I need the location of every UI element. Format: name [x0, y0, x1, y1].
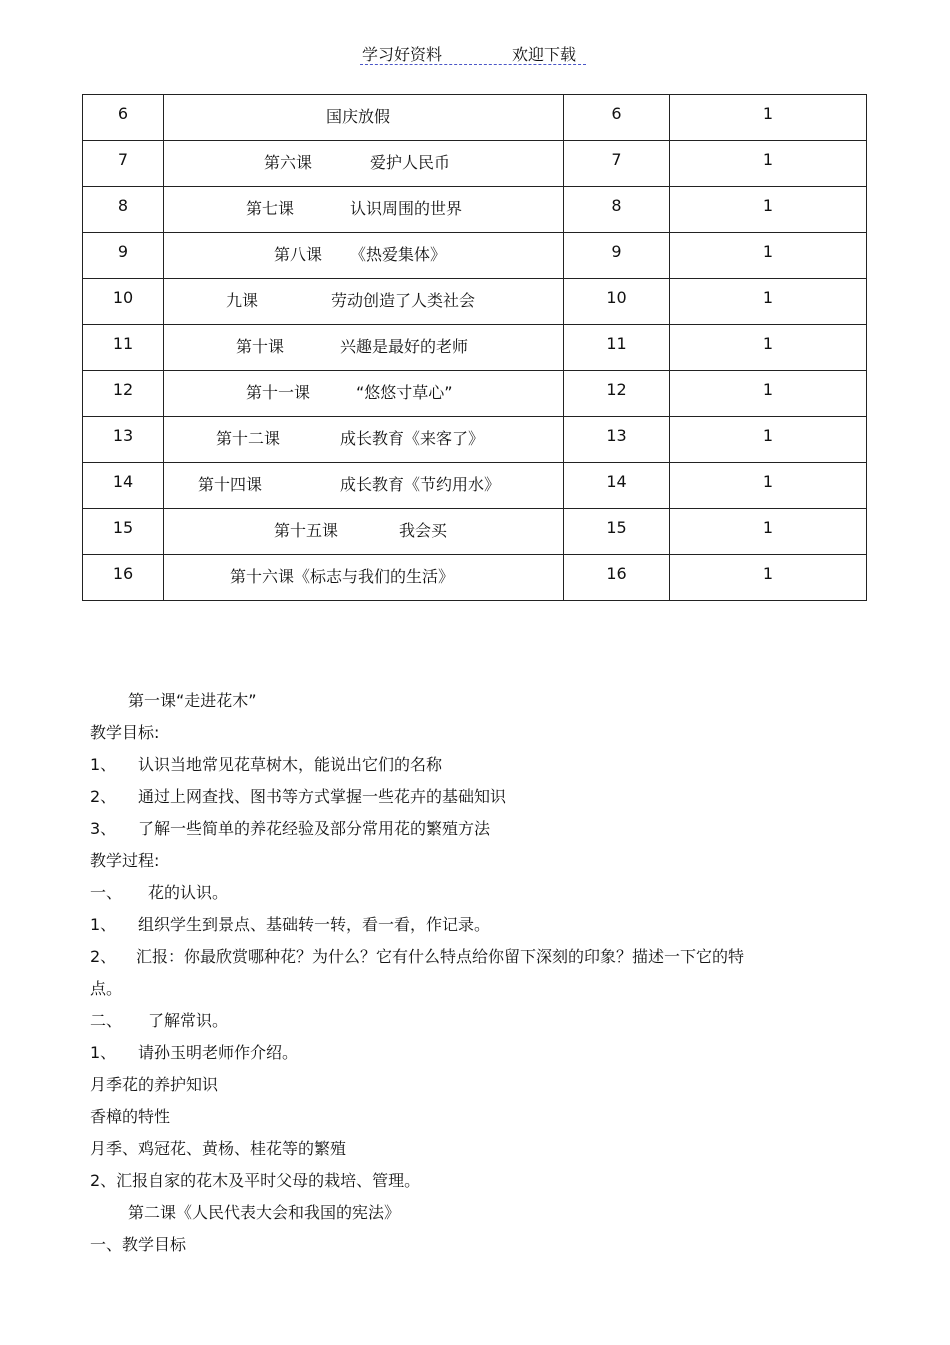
week-cell: 8: [564, 187, 670, 233]
lesson-number-text: 第六课: [264, 153, 313, 172]
lesson-number-text: 第十六课《标志与我们的生活》: [230, 567, 455, 586]
week-cell: 13: [564, 417, 670, 463]
lesson-title-text: 兴趣是最好的老师: [340, 337, 469, 356]
section-number: 二、: [90, 1011, 123, 1030]
goal-item: [90, 816, 490, 839]
section-number: 一、: [90, 883, 123, 902]
row-number-cell: 12: [83, 371, 164, 417]
row-number-cell: 7: [83, 141, 164, 187]
body-line: 月季花的养护知识: [90, 1075, 219, 1094]
lesson-number-text: 第十五课: [274, 521, 339, 540]
hours-cell: 1: [670, 141, 867, 187]
body-line: 一、教学目标: [90, 1235, 187, 1254]
week-cell: 15: [564, 509, 670, 555]
table-row: [83, 279, 867, 325]
section-text: 了解常识。: [148, 1011, 229, 1030]
item-number: 1、: [90, 915, 117, 934]
lesson-title-text: 认识周围的世界: [350, 199, 463, 218]
process-item: [90, 912, 490, 935]
process-item: [90, 944, 744, 967]
week-cell: 6: [564, 95, 670, 141]
lesson-cell: [164, 141, 564, 187]
lesson-cell: [164, 233, 564, 279]
lesson-number-text: 国庆放假: [326, 107, 391, 126]
lesson-number-text: 第十四课: [198, 475, 263, 494]
table-row: [83, 509, 867, 555]
table-row: [83, 141, 867, 187]
section-heading: [90, 1008, 228, 1031]
row-number-cell: 15: [83, 509, 164, 555]
week-cell: 11: [564, 325, 670, 371]
lesson-cell: [164, 279, 564, 325]
goals-heading: 教学目标:: [90, 723, 160, 742]
lesson-number-text: 九课: [226, 291, 259, 310]
goal-text: 认识当地常见花草树木，能说出它们的名称: [138, 755, 443, 774]
goal-number: 3、: [90, 819, 117, 838]
body-line: 月季、鸡冠花、黄杨、桂花等的繁殖: [90, 1139, 347, 1158]
lesson-cell: [164, 371, 564, 417]
lesson-cell: [164, 555, 564, 601]
row-number-cell: 14: [83, 463, 164, 509]
table-row: [83, 463, 867, 509]
table-row: [83, 417, 867, 463]
section-text: 花的认识。: [148, 883, 229, 902]
goal-number: 1、: [90, 755, 117, 774]
week-cell: 14: [564, 463, 670, 509]
lesson-number-text: 第十二课: [216, 429, 281, 448]
lesson-title-text: 爱护人民币: [370, 153, 451, 172]
goal-item: [90, 784, 506, 807]
item-number: 1、: [90, 1043, 117, 1062]
table-row: [83, 325, 867, 371]
hours-cell: 1: [670, 325, 867, 371]
row-number-cell: 6: [83, 95, 164, 141]
item-text: 组织学生到景点、基础转一转，看一看，作记录。: [138, 915, 491, 934]
row-number-cell: 16: [83, 555, 164, 601]
row-number-cell: 8: [83, 187, 164, 233]
goal-text: 了解一些简单的养花经验及部分常用花的繁殖方法: [138, 819, 491, 838]
header-right-text: 欢迎下载: [512, 45, 577, 64]
hours-cell: 1: [670, 279, 867, 325]
body-line: 香樟的特性: [90, 1107, 171, 1126]
week-cell: 16: [564, 555, 670, 601]
item-text: 汇报：你最欣赏哪种花？为什么？它有什么特点给你留下深刻的印象？描述一下它的特: [136, 947, 745, 966]
lesson-cell: [164, 187, 564, 233]
table-row: [83, 555, 867, 601]
lesson-number-text: 第八课: [274, 245, 323, 264]
hours-cell: 1: [670, 233, 867, 279]
lesson-cell: [164, 463, 564, 509]
row-number-cell: 10: [83, 279, 164, 325]
item-number: 2、: [90, 947, 117, 966]
hours-cell: 1: [670, 371, 867, 417]
lesson-number-text: 第七课: [246, 199, 295, 218]
week-cell: 9: [564, 233, 670, 279]
lesson-title-text: “悠悠寸草心”: [356, 383, 453, 402]
lesson-title-text: 劳动创造了人类社会: [331, 291, 476, 310]
table-row: [83, 187, 867, 233]
hours-cell: 1: [670, 187, 867, 233]
hours-cell: 1: [670, 555, 867, 601]
hours-cell: 1: [670, 509, 867, 555]
lesson1-title: 第一课“走进花木”: [128, 691, 257, 710]
week-cell: 10: [564, 279, 670, 325]
goal-text: 通过上网查找、图书等方式掌握一些花卉的基础知识: [138, 787, 507, 806]
page-header: [360, 40, 586, 65]
row-number-cell: 13: [83, 417, 164, 463]
lesson-title-text: 我会买: [399, 521, 448, 540]
lesson-cell: [164, 95, 564, 141]
process-item-continued: 点。: [90, 979, 123, 998]
header-left-text: 学习好资料: [362, 45, 443, 64]
table-row: [83, 233, 867, 279]
lesson-number-text: 第十一课: [246, 383, 311, 402]
lesson-cell: [164, 325, 564, 371]
lesson-cell: [164, 417, 564, 463]
hours-cell: 1: [670, 463, 867, 509]
table-row: [83, 95, 867, 141]
table-row: [83, 371, 867, 417]
week-cell: 7: [564, 141, 670, 187]
row-number-cell: 11: [83, 325, 164, 371]
body-line: 2、汇报自家的花木及平时父母的栽培、管理。: [90, 1171, 421, 1190]
week-cell: 12: [564, 371, 670, 417]
schedule-table: [82, 94, 867, 601]
lesson-cell: [164, 509, 564, 555]
lesson-title-text: 成长教育《节约用水》: [340, 475, 501, 494]
hours-cell: 1: [670, 95, 867, 141]
goal-item: [90, 752, 442, 775]
lesson-title-text: 《热爱集体》: [350, 245, 447, 264]
item-text: 请孙玉明老师作介绍。: [138, 1043, 299, 1062]
process-heading: 教学过程:: [90, 851, 160, 870]
hours-cell: 1: [670, 417, 867, 463]
goal-number: 2、: [90, 787, 117, 806]
row-number-cell: 9: [83, 233, 164, 279]
section-heading: [90, 880, 228, 903]
process-item: [90, 1040, 298, 1063]
lesson-title-text: 成长教育《来客了》: [340, 429, 485, 448]
lesson-number-text: 第十课: [236, 337, 285, 356]
lesson2-title: 第二课《人民代表大会和我国的宪法》: [128, 1203, 401, 1222]
